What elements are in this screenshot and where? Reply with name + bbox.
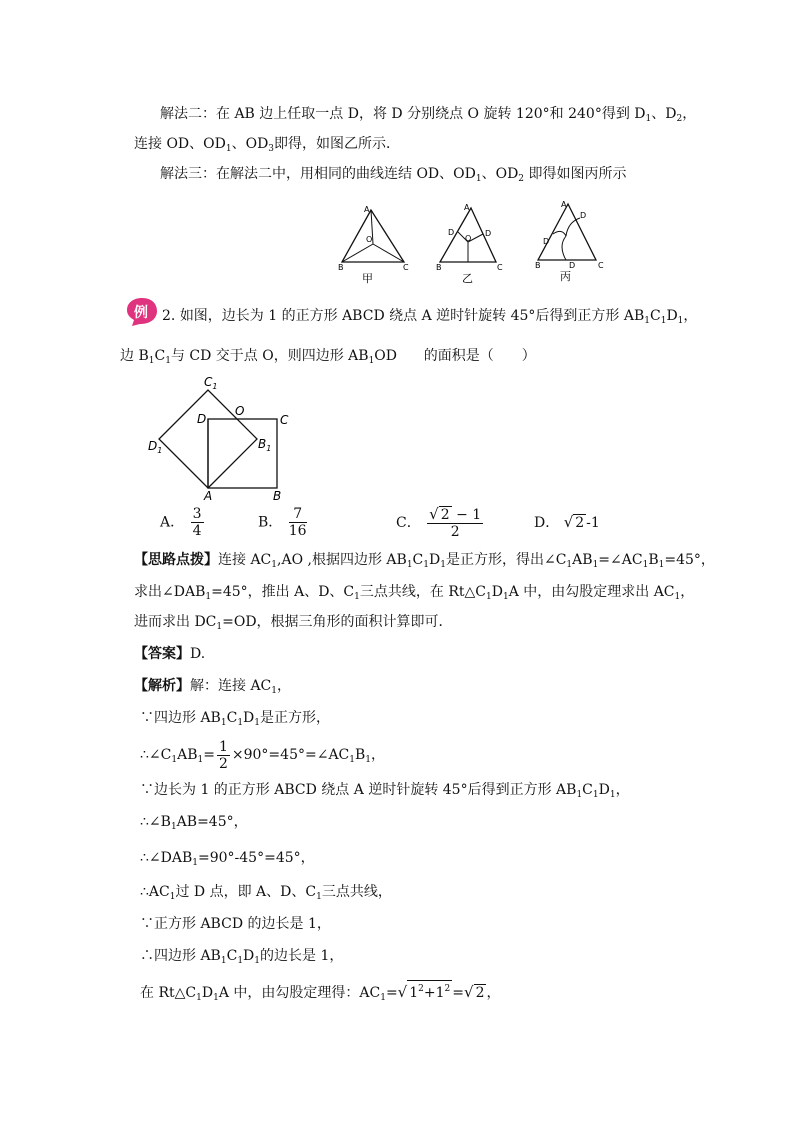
choice-a-fraction: $\frac{3}{4}$ [192, 506, 202, 539]
choice-c[interactable] [396, 506, 485, 540]
question-text-2a: 边 B [120, 348, 149, 364]
example-badge-icon [126, 296, 158, 326]
method-three-text: 解法三：在解法二中，用相同的曲线连结 OD、OD [160, 166, 476, 182]
solution-text: =90°-45°=45°， [198, 850, 315, 866]
answer-label: 【答案】 [134, 646, 190, 662]
solution-text: ∴∠C [140, 747, 172, 763]
question-text-2d: 的面积是（ ） [423, 348, 536, 364]
half-fraction: $\frac{1}{2}$ [218, 738, 228, 772]
solution-step-7 [140, 914, 331, 934]
caption-jia: 甲 [362, 272, 373, 285]
solution-text: = [452, 985, 464, 1001]
label-b1: $B_1$ [258, 437, 272, 453]
solution-text: ∴∠B [140, 814, 171, 830]
method-two-text-3: 、OD [231, 136, 269, 152]
subscript: 1 [660, 316, 667, 326]
label-d2: D [485, 229, 492, 238]
subscript: 1 [192, 858, 198, 868]
figure-jia [338, 205, 409, 285]
label-d1: D [569, 261, 576, 270]
choice-a-label: A． [160, 514, 185, 531]
method-two-text-2: 连接 OD、OD [134, 136, 226, 152]
method-two-line-2 [134, 134, 400, 159]
square-rotation-figure [140, 372, 300, 504]
label-c1: $C_1$ [204, 375, 218, 391]
subscript: 1 [225, 144, 232, 154]
solution-step-4 [140, 812, 248, 837]
question-text-1: 如图，边长为 1 的正方形 ABCD 绕点 A 逆时针旋转 45°后得到正方形 AB [179, 308, 645, 324]
subscript: 1 [475, 174, 482, 184]
hint-text: =OD，根据三角形的面积计算即可． [222, 614, 453, 630]
hint-text: =∠AC [598, 552, 643, 568]
solution-text: 解：连接 AC [190, 678, 272, 694]
method-three-text-2: 、OD [481, 166, 519, 182]
subscript: 1 [592, 560, 599, 570]
subscript: 1 [566, 560, 573, 570]
subscript: 1 [406, 560, 413, 570]
choice-d[interactable] [534, 512, 600, 533]
figure-yi [436, 203, 503, 285]
solution-text: ∴四边形 AB [140, 948, 221, 964]
solution-text: = [385, 985, 398, 1001]
choice-d-tail: -1 [586, 515, 600, 531]
sqrt-icon: √ [397, 983, 408, 1001]
solution-text: 在 Rt△C [140, 985, 197, 1001]
answer-value: D. [190, 646, 206, 662]
subscript: 1 [205, 592, 212, 602]
label-b: B [273, 489, 282, 503]
solution-text: = [203, 747, 215, 763]
choice-d-label: D． [534, 515, 560, 531]
subscript: 1 [220, 718, 227, 728]
subscript: 3 [268, 144, 275, 154]
hint-text: 进而求出 DC [134, 614, 217, 630]
subscript: 1 [216, 622, 223, 632]
subscript: 1 [642, 560, 649, 570]
label-c: C [280, 413, 289, 427]
subscript: 1 [354, 592, 360, 602]
method-three-line [160, 164, 626, 189]
caption-yi: 乙 [462, 272, 473, 285]
solution-step-1: ∵四边形 $AB_1C_1D_1$是正方形， [140, 710, 331, 728]
question-line-2: 边 $B_1C_1$与 CD 交于点 O，则四边形 $AB_1OD$ 的面积是（ ） [120, 348, 536, 366]
sqrt-sum: $1^2+1^2$ [407, 980, 452, 1001]
solution-text: ×90°=45°=∠AC [231, 747, 350, 763]
hint-line-2: 求出$\angle DAB_1=45^\circ$，推出 A、D、$C_1$三点共线，在 $Rt\triangle C_1D_1A$ 中，由勾股定理求出 $AC_1$， [134, 584, 695, 602]
question-number: 2. [162, 308, 176, 324]
subscript: 1 [213, 993, 219, 1003]
subscript: 1 [502, 592, 509, 602]
label-c: C [598, 261, 604, 270]
choice-b-label: B． [258, 514, 283, 531]
label-a: A [204, 489, 213, 503]
choice-a[interactable] [160, 506, 206, 539]
subscript: 1 [254, 956, 261, 966]
label-o: O [465, 234, 472, 243]
subscript: 1 [237, 718, 244, 728]
label-a: A [561, 200, 567, 209]
solution-step-8: ∴四边形 $AB_1C_1D_1$的边长是 1， [140, 948, 344, 966]
subscript: 1 [609, 790, 616, 800]
solution-step-6 [140, 882, 392, 907]
hint-line-1: 【思路点拨】连接 $AC_1,AO$ ,根据四边形 $AB_1C_1D_1$是正方形，得出$\angle C_1AB_1=\angle AC_1B_1=45^\circ$， [134, 552, 715, 570]
solution-intro: 【解析】解：连接 $AC_1$， [134, 678, 292, 696]
subscript: 1 [380, 993, 386, 1003]
subscript: 1 [171, 755, 178, 765]
solution-text: 是正方形， [260, 710, 331, 726]
question-text-2c: OD [374, 348, 397, 364]
hint-label: 【思路点拨】 [134, 552, 218, 568]
choice-b[interactable] [258, 506, 309, 539]
label-c: C [497, 263, 503, 272]
label-o: O [235, 404, 245, 418]
label-a: A [364, 205, 370, 214]
label-b: B [338, 263, 344, 272]
solution-text: AB [177, 747, 198, 763]
subscript: 1 [644, 316, 650, 326]
solution-step-9: 在 $Rt\triangle C_1D_1A$ 中，由勾股定理得：$AC_1=√$ $1^2+1^2$ =√ 2 ， [140, 980, 500, 1008]
sqrt-icon: √ [563, 513, 574, 531]
solution-text: ∴AC [140, 884, 170, 900]
subscript: 1 [271, 560, 278, 570]
figure-bing [535, 200, 604, 283]
hint-text: 连接 AC [218, 552, 272, 568]
subscript: 1 [658, 560, 665, 570]
hint-text: 求出∠DAB [134, 584, 206, 600]
solution-text: A 中，由勾股定理得：AC [218, 985, 381, 1001]
subscript: 1 [316, 892, 322, 902]
sqrt-radicand: 2 [575, 515, 585, 531]
label-d2: D [580, 211, 587, 220]
subscript: 1 [197, 755, 204, 765]
hint-text: A 中，由勾股定理求出 AC [508, 584, 675, 600]
subscript: 1 [485, 592, 492, 602]
subscript: 1 [440, 560, 446, 570]
question-text-2b: 与 CD 交于点 O，则四边形 AB [170, 348, 369, 364]
subscript: 1 [220, 956, 227, 966]
solution-text: 的边长是 1， [260, 948, 344, 964]
label-a: A [464, 203, 470, 212]
subscript: 1 [677, 316, 684, 326]
hint-text: =45°，推出 A、D、C [211, 584, 355, 600]
subscript: 1 [365, 755, 372, 765]
label-o: O [366, 235, 373, 244]
sqrt-icon: √ [464, 983, 474, 1001]
label-d1: $D_1$ [148, 439, 163, 455]
answer-line [134, 644, 205, 664]
solution-label: 【解析】 [134, 678, 190, 694]
subscript: 1 [237, 956, 244, 966]
label-c: C [403, 263, 409, 272]
subscript: 1 [576, 790, 583, 800]
subscript: 1 [169, 892, 176, 902]
choice-b-fraction: $\frac{7}{16}$ [288, 506, 307, 539]
hint-text: ,AO ,根据四边形 AB [277, 552, 407, 568]
subscript: 1 [165, 356, 171, 366]
subscript: 1 [368, 356, 375, 366]
subscript: 1 [254, 718, 261, 728]
solution-text: 过 D 点，即 A、D、C [175, 884, 317, 900]
caption-bing: 丙 [560, 270, 571, 283]
solution-step-2: $\therefore\angle C_1AB_1=$ $\frac{1}{2}$ $\times 90^\circ=45^\circ=\angle AC_1B_1$， [140, 738, 386, 772]
subscript: 1 [674, 592, 681, 602]
label-b: B [436, 263, 442, 272]
subscript: 1 [592, 790, 599, 800]
solution-text: ∵四边形 AB [140, 710, 221, 726]
method-two-text-4: 即得，如图乙所示． [274, 136, 401, 152]
example-badge-label: 例 [134, 305, 148, 321]
subscript: 1 [196, 993, 202, 1003]
question-line-1: 2. 如图，边长为 1 的正方形 ABCD 绕点 A 逆时针旋转 45°后得到正方形 $AB_1C_1D_1$， [162, 308, 698, 326]
label-d: D [543, 237, 550, 246]
subscript: 1 [423, 560, 429, 570]
label-d: D [448, 228, 455, 237]
solution-step-3: ∵边长为 1 的正方形 ABCD 绕点 A 逆时针旋转 45°后得到正方形 $AB_1C_1D_1$， [140, 782, 630, 800]
hint-text: 是正方形，得出∠C [445, 552, 567, 568]
hint-text: =45°， [664, 552, 715, 568]
subscript: 1 [170, 822, 177, 832]
solution-text: ∵边长为 1 的正方形 ABCD 绕点 A 逆时针旋转 45°后得到正方形 AB [140, 782, 577, 798]
label-d: D [197, 412, 207, 426]
method-two-text: 解法二：在 AB 边上任取一点 D，将 D 分别绕点 O 旋转 120°和 240°得到 D [160, 106, 646, 122]
label-b: B [535, 261, 541, 270]
subscript: 2 [518, 174, 525, 184]
hint-text: ， [680, 584, 695, 600]
hint-text: AB [572, 552, 593, 568]
hint-text: 三点共线，在 Rt△C [359, 584, 486, 600]
solution-text: 三点共线， [321, 884, 392, 900]
solution-step-5 [140, 848, 315, 873]
sqrt-radicand: 2 [475, 985, 485, 1001]
method-three-text-3: 即得如图丙所示 [528, 166, 627, 182]
subscript: 1 [148, 356, 155, 366]
subscript: 1 [645, 114, 652, 124]
triangle-figures [330, 198, 620, 286]
subscript: 2 [676, 114, 683, 124]
solution-text: ∵正方形 ABCD 的边长是 1， [140, 916, 331, 932]
subscript: 1 [271, 686, 278, 696]
choice-c-fraction: $\frac{√ 2 - 1}{2}$ [429, 505, 482, 540]
subscript: 1 [349, 755, 355, 765]
hint-line-3 [134, 612, 453, 637]
choice-c-label: C． [396, 515, 421, 531]
solution-text: ∴∠DAB [140, 850, 193, 866]
solution-text: AB=45°， [176, 814, 248, 830]
solution-text: ， [486, 985, 501, 1001]
method-two-line-1: 解法二：在 AB 边上任取一点 D，将 D 分别绕点 O 旋转 120°和 240°得到 $D_1$、$D_2$， [160, 106, 697, 124]
